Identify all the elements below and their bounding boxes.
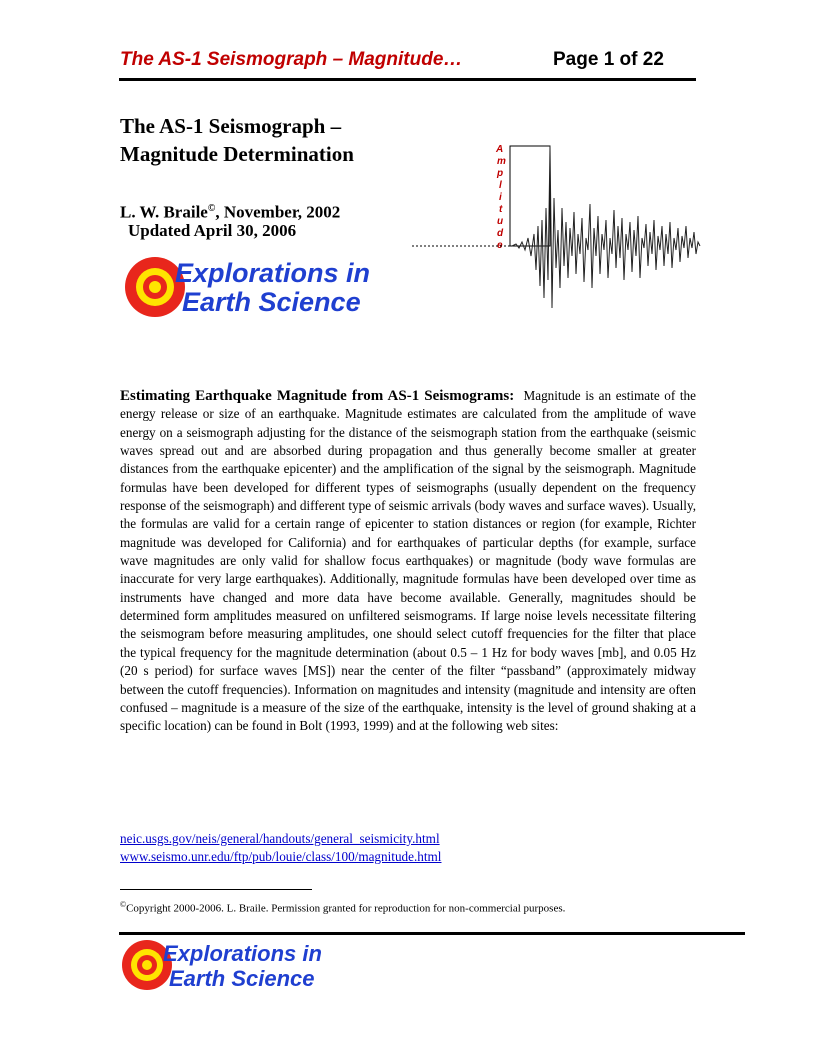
footer-logo [121, 939, 351, 995]
axis-letter: i [499, 192, 502, 203]
updated-date: Updated April 30, 2006 [128, 221, 297, 240]
header-divider [119, 78, 696, 81]
explorations-logo [124, 256, 374, 320]
footer-divider [119, 932, 745, 935]
author-date: , November, 2002 [215, 202, 341, 222]
body-text: Magnitude is an estimate of the energy release or size of an earthquake. Magnitude estimates are calculated from the amplitude of wave energy on a seismograph adjusting for the distance of the seismograph station from the earthquake (seismic waves spread out and are absorbed during propagation and thus generally become smaller at greater distances from the earthquake epicenter) and the amplification of the signal by the seismograph. Magnitude formulas have been developed for different types of seismographs (usually dependent on the frequency response of the seismograph) and different type of seismic arrivals (body waves and surface waves). Usually, the formulas are valid for a certain range of epicenter to station distances or region (for example, Richter magnitude was developed for California) and for earthquakes of particular depths (for example, surface wave magnitudes are only valid for shallow focus earthquakes) or magnitude (body wave formulas are inaccurate for very large earthquakes). Additionally, magnitude formulas have been developed over time as instruments have changed and more data have become available. Generally, magnitudes should be determined form amplitudes measured on unfiltered seismograms. If large noise levels necessitate filtering the seismogram before measuring amplitudes, one should select cutoff frequencies for the filter that place the typical frequency for the magnitude determination (about 0.5 – 1 Hz for body waves [mb], and 0.05 Hz (20 s period) for surface waves [MS]) near the center of the filter “passband” (approximately midway between the cutoff frequencies). Information on magnitudes and intensity (magnitude and intensity are often confused – magnitude is a measure of the size of the earthquake, intensity is the level of ground shaking at a specific location) can be found in Bolt (1993, 1999) and at the following web sites: [120, 388, 697, 734]
seismogram-figure [412, 138, 702, 318]
document-title [120, 112, 354, 168]
document-title-line1: The AS-1 Seismograph – [120, 114, 342, 138]
axis-letter: t [499, 204, 503, 215]
axis-letter: u [497, 216, 504, 227]
link-neic-usgs[interactable]: neic.usgs.gov/neis/general/handouts/general_seismicity.html [120, 831, 440, 846]
footnote-mark: © [120, 900, 127, 909]
amplitude-axis-label [495, 144, 506, 251]
axis-letter: p [497, 168, 504, 179]
document-title-line2: Magnitude Determination [120, 142, 354, 166]
link-seismo-unr[interactable]: www.seismo.unr.edu/ftp/pub/louie/class/100/magnitude.html [120, 849, 442, 864]
logo-line1: Explorations in [175, 258, 371, 288]
header-title: The AS-1 Seismograph – Magnitude… [120, 49, 463, 70]
footnote-divider [120, 889, 312, 890]
link-list [120, 830, 441, 866]
axis-letter: m [497, 156, 506, 167]
seismic-trace [512, 146, 700, 308]
footer-logo-line2: Earth Science [169, 966, 315, 991]
axis-letter: e [497, 240, 503, 251]
footnote [120, 900, 565, 915]
axis-letter: l [499, 180, 502, 191]
copyright-mark: © [207, 203, 216, 214]
amplitude-box [510, 146, 550, 246]
section-heading: Estimating Earthquake Magnitude from AS-1 Seismograms: [120, 388, 515, 404]
author-name: L. W. Braile [120, 202, 208, 222]
page-indicator: Page 1 of 22 [553, 49, 664, 70]
axis-letter: A [496, 144, 504, 155]
axis-letter: d [497, 228, 504, 239]
logo-line2: Earth Science [182, 287, 361, 317]
body-paragraph [120, 387, 696, 736]
footer-logo-line1: Explorations in [163, 941, 322, 966]
footnote-text: Copyright 2000-2006. L. Braile. Permission granted for reproduction for non-commercial purposes. [126, 902, 566, 915]
